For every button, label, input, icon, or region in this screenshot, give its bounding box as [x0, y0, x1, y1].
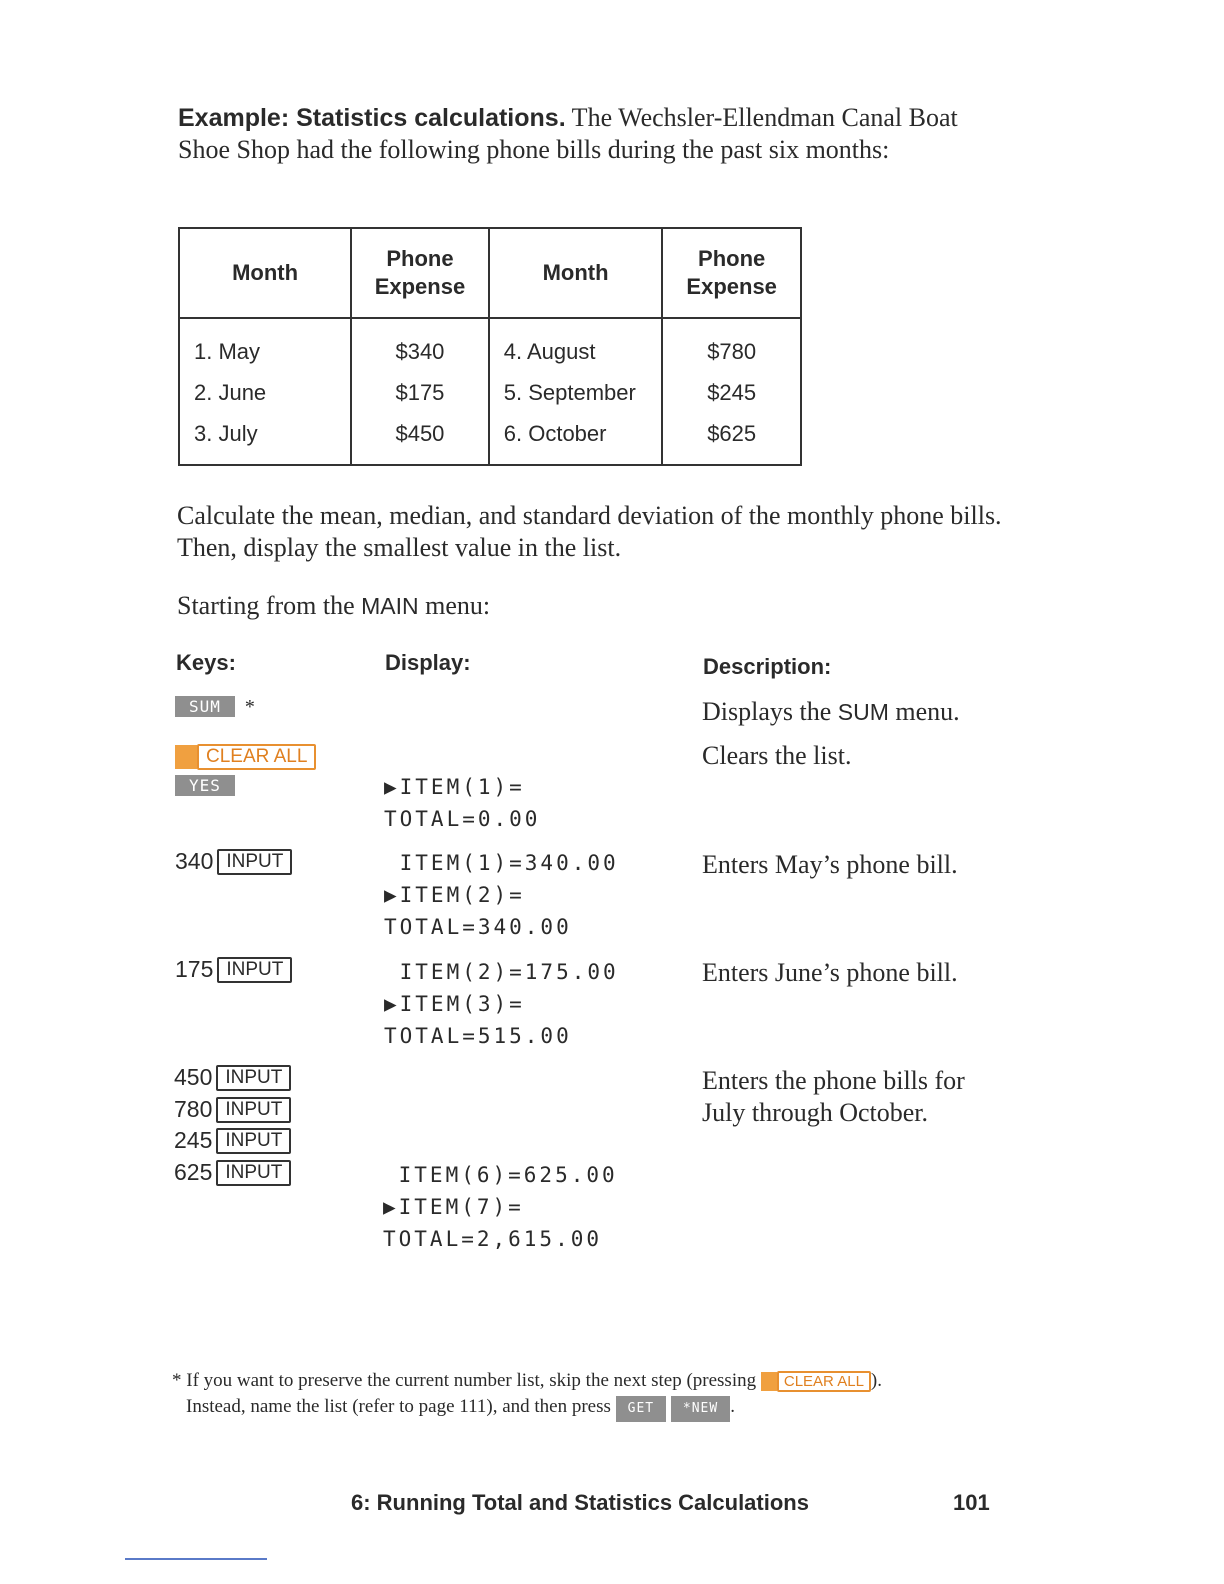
phone-bills-table [178, 227, 802, 466]
step-625-keys [174, 1159, 291, 1186]
step-340-keys [175, 848, 292, 875]
footnote [172, 1368, 1012, 1422]
expense-cell [351, 318, 489, 465]
footnote-text: If you want to preserve the current number list, skip the next step (pressing [181, 1370, 761, 1391]
display-line: ITEM(6)=625.00 [383, 1163, 618, 1187]
page-number: 101 [953, 1490, 990, 1515]
intro-text: The Wechsler-Ellendman Canal Boat Shoe Shop had the following phone bills during the past six months: [178, 103, 958, 164]
footnote-line-2 [172, 1394, 1012, 1422]
chapter-title: 6: Running Total and Statistics Calculations [351, 1490, 809, 1515]
sum-step-description [702, 696, 1012, 728]
expense-entry: $245 [707, 380, 757, 405]
footer-rule [125, 1558, 267, 1560]
display-line: ▶ITEM(1)= [384, 775, 525, 799]
clear-all-description: Clears the list. [702, 741, 852, 770]
shift-key-icon[interactable] [175, 745, 197, 769]
clear-all-key: CLEAR ALL [777, 1371, 871, 1392]
step-450-keys [174, 1064, 291, 1091]
entry-number: 175 [175, 956, 214, 982]
starting-text: Starting from the [177, 591, 362, 620]
input-key[interactable]: INPUT [217, 849, 292, 875]
expense-entry: $780 [707, 339, 757, 364]
entry-number: 340 [175, 848, 214, 874]
header-line: Expense [374, 274, 466, 299]
input-key[interactable]: INPUT [216, 1065, 291, 1091]
sum-softkey[interactable]: SUM [175, 696, 235, 717]
step-245-keys [174, 1127, 291, 1154]
clear-all-key[interactable]: CLEAR ALL [197, 744, 316, 770]
desc-text: Displays the [702, 697, 838, 726]
display-line: ▶ITEM(3)= [384, 992, 525, 1016]
entry-number: 450 [174, 1064, 213, 1090]
footnote-text-end: ). [870, 1370, 882, 1391]
desc-text-end: menu. [888, 697, 960, 726]
expense-entry: $450 [395, 421, 445, 446]
yes-display [384, 771, 540, 835]
step-780-keys [174, 1096, 291, 1123]
footnote-star: * [172, 1370, 182, 1391]
description-header: Description: [703, 654, 832, 679]
header-line: Phone [386, 246, 454, 271]
main-menu-name: MAIN [361, 593, 419, 619]
example-title: Example: Statistics calculations. [178, 104, 566, 132]
display-header: Display: [385, 650, 471, 675]
starting-text-end: menu: [418, 591, 491, 620]
input-key[interactable]: INPUT [216, 1097, 291, 1123]
column-header: Month [179, 228, 351, 318]
column-header [662, 228, 801, 318]
month-entry: 1. May [194, 339, 261, 364]
input-key[interactable]: INPUT [216, 1128, 291, 1154]
sum-step-keys [175, 696, 255, 719]
display-line: ITEM(1)=340.00 [384, 851, 619, 875]
shift-key-icon [761, 1372, 777, 1391]
input-key[interactable]: INPUT [216, 1160, 291, 1186]
step-340-description: Enters May’s phone bill. [702, 850, 958, 879]
table-row [179, 318, 801, 465]
display-line: TOTAL=340.00 [384, 915, 572, 939]
starting-paragraph [177, 590, 1007, 622]
expense-entry: $340 [395, 339, 445, 364]
expense-cell [662, 318, 801, 465]
expense-entry: $175 [395, 380, 445, 405]
month-cell [489, 318, 663, 465]
entry-number: 245 [174, 1127, 213, 1153]
month-entry: 3. July [194, 421, 258, 446]
keys-header: Keys: [176, 650, 236, 675]
sum-menu-name: SUM [837, 699, 889, 725]
table-header-row [179, 228, 801, 318]
display-line: TOTAL=2,615.00 [383, 1227, 603, 1251]
column-header [351, 228, 489, 318]
header-line: Expense [686, 274, 777, 299]
month-entry: 2. June [194, 380, 267, 405]
month-entry: 6. October [503, 421, 607, 446]
multi-step-display [383, 1159, 618, 1255]
display-line: ▶ITEM(2)= [384, 883, 525, 907]
month-entry: 5. September [503, 380, 636, 405]
yes-softkey[interactable]: YES [175, 775, 235, 796]
new-softkey: *NEW [671, 1396, 730, 1422]
entry-number: 780 [174, 1096, 213, 1122]
header-line: Phone [698, 246, 766, 271]
column-header: Month [489, 228, 663, 318]
yes-step-keys [175, 775, 235, 796]
entry-number: 625 [174, 1159, 213, 1185]
multi-step-description: Enters the phone bills for July through October. [702, 1066, 965, 1127]
clear-all-step-keys [175, 744, 316, 770]
footnote-line-1 [172, 1368, 1012, 1394]
step-175-display [384, 956, 619, 1052]
input-key[interactable]: INPUT [217, 957, 292, 983]
step-340-display [384, 847, 619, 943]
display-line: ITEM(2)=175.00 [384, 960, 619, 984]
expense-entry: $625 [707, 421, 757, 446]
footnote-marker: * [244, 696, 255, 718]
get-softkey: GET [616, 1396, 666, 1422]
display-line: ▶ITEM(7)= [383, 1195, 524, 1219]
display-line: TOTAL=515.00 [384, 1024, 572, 1048]
step-175-keys [175, 956, 292, 983]
display-line: TOTAL=0.00 [384, 807, 541, 831]
footnote-text-end: . [730, 1396, 735, 1417]
intro-paragraph [178, 102, 1008, 165]
month-entry: 4. August [503, 339, 596, 364]
step-175-description: Enters June’s phone bill. [702, 958, 958, 987]
instruction-paragraph: Calculate the mean, median, and standard deviation of the monthly phone bills. Then, display the smallest value in the list. [177, 501, 1002, 562]
footnote-text: Instead, name the list (refer to page 111), and then press [186, 1396, 616, 1417]
month-cell [179, 318, 351, 465]
